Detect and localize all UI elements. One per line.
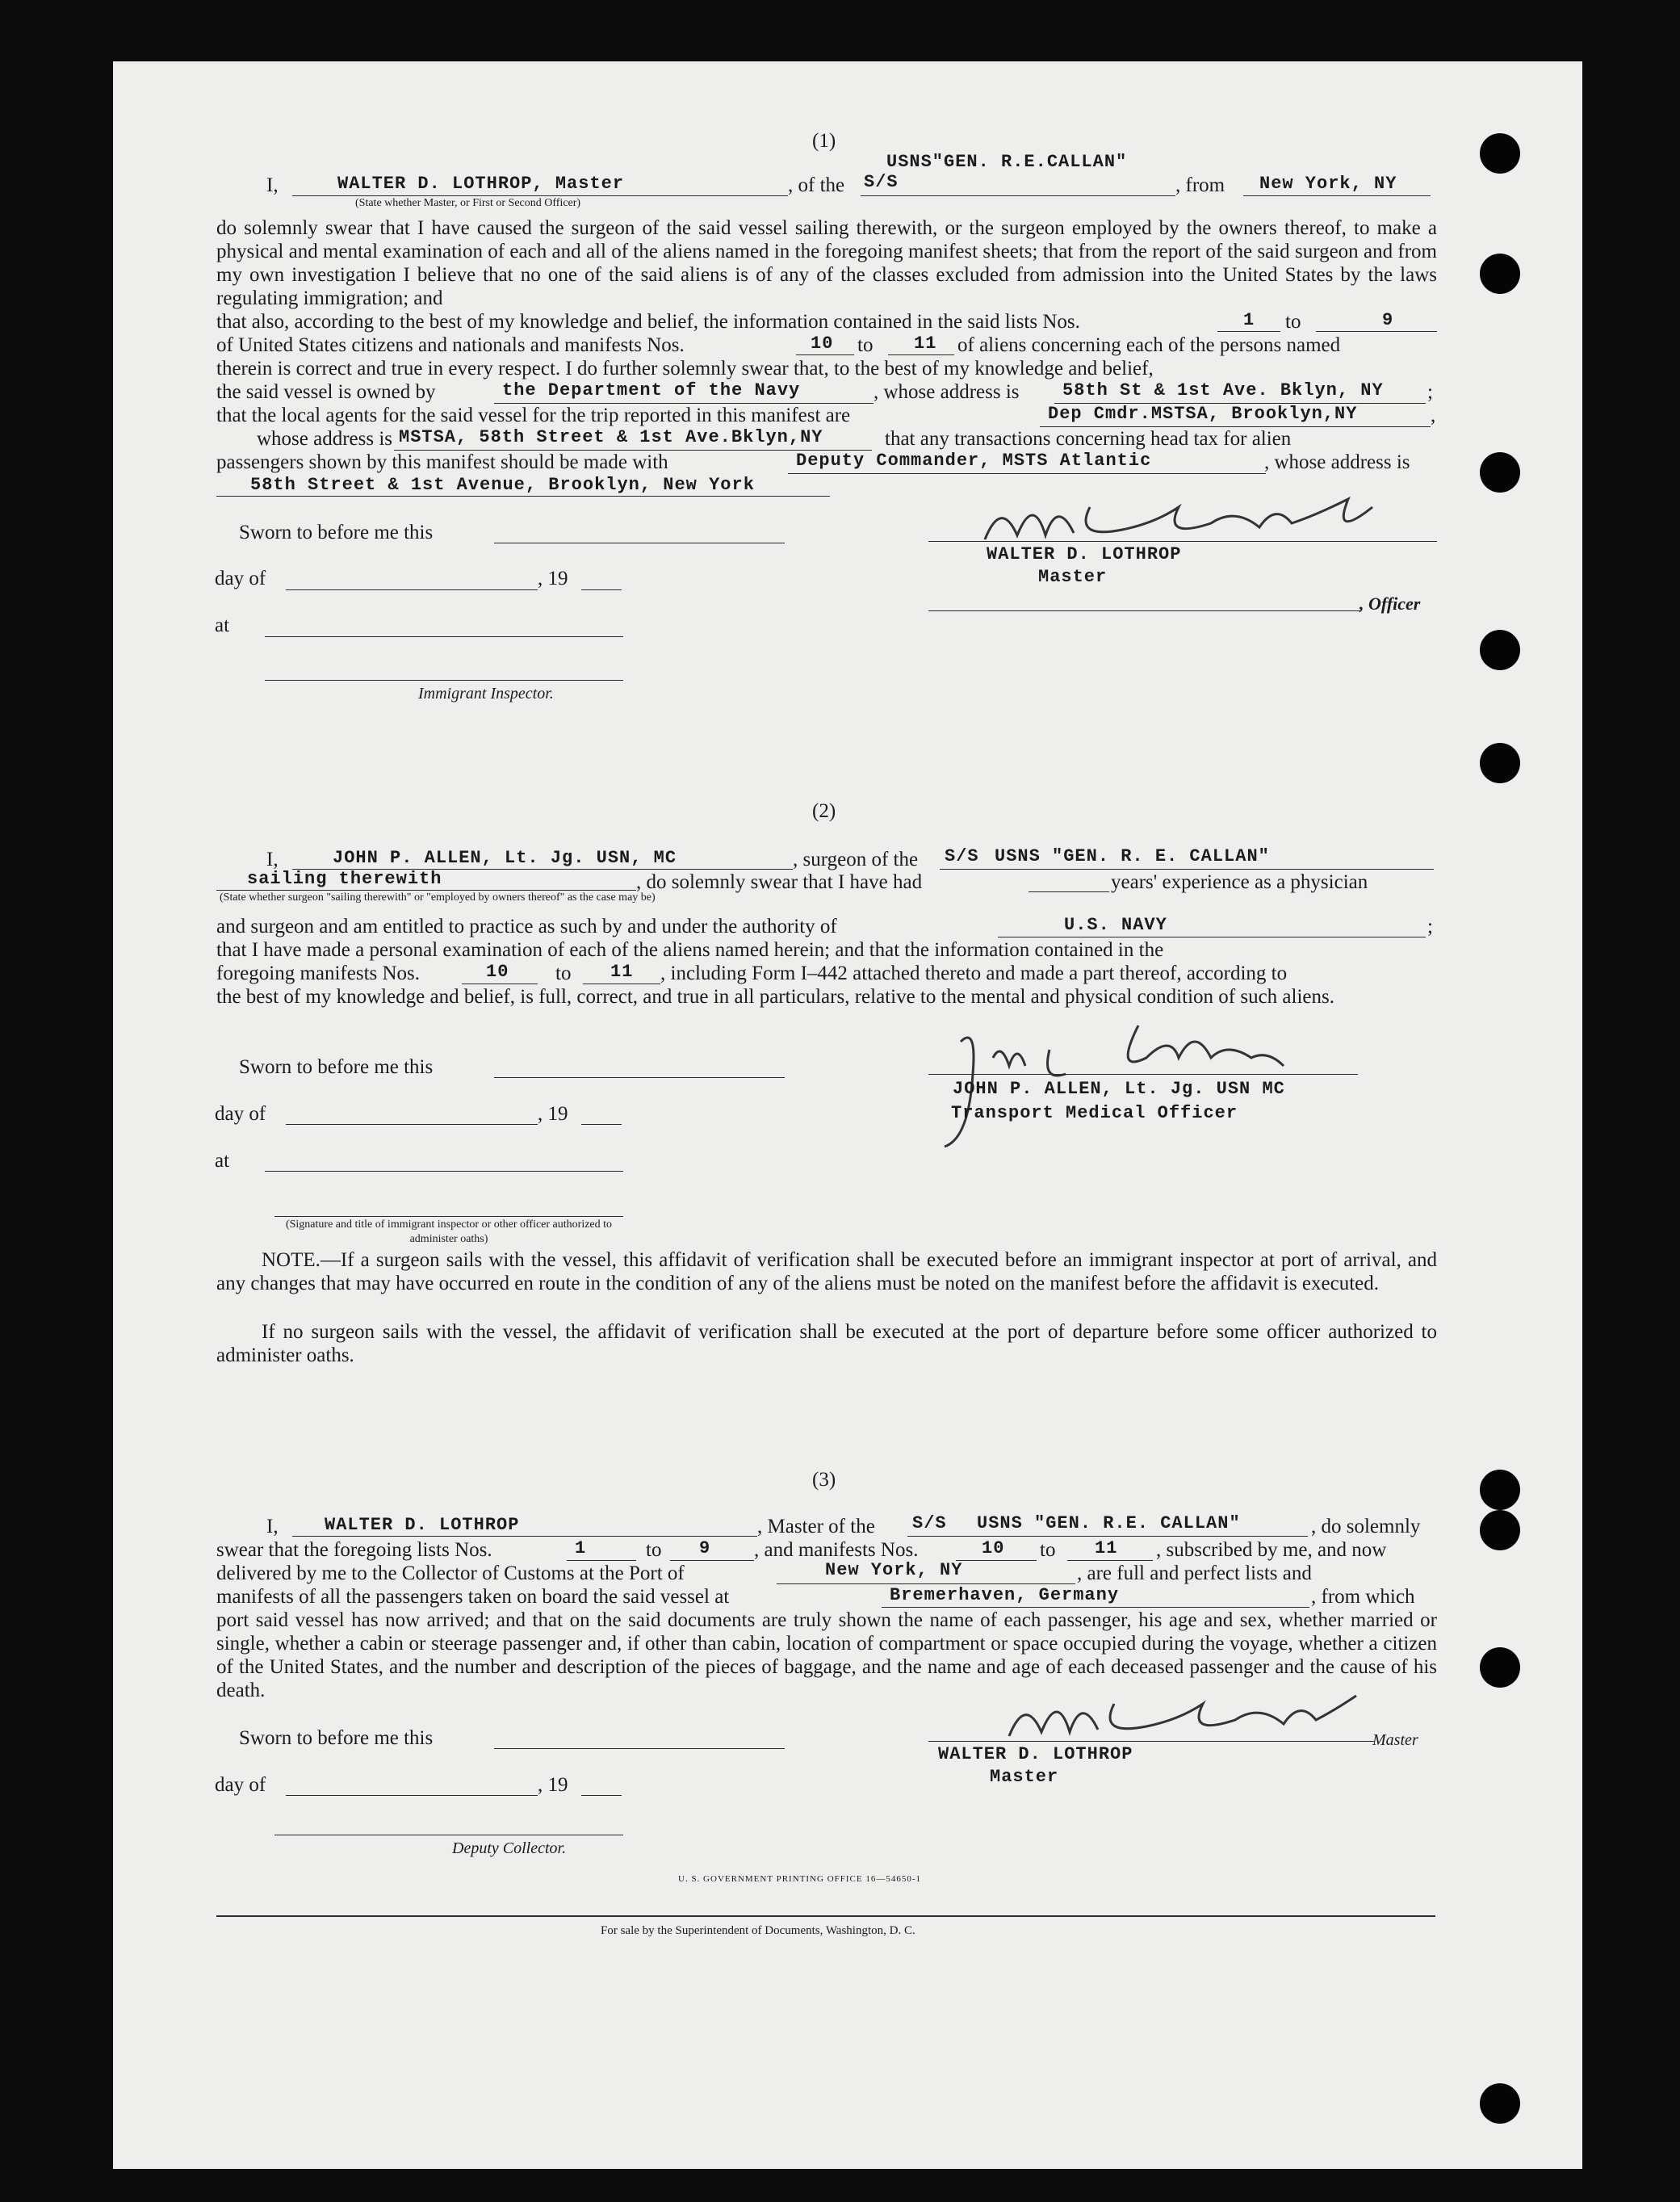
foregoing-text: , including Form I–442 attached thereto and made a part thereof, according to [660, 963, 1288, 984]
officer-label: , Officer [1360, 593, 1421, 614]
master-name-line-3 [292, 1536, 757, 1537]
lists-from: 1 [1243, 310, 1255, 330]
sworn-line-2 [494, 1077, 785, 1078]
lists-from-line [1217, 331, 1280, 332]
section-2-number: (2) [812, 800, 836, 822]
at-line [265, 636, 623, 637]
manifests-to-3: 11 [1095, 1538, 1118, 1558]
signature-line-2 [928, 1074, 1358, 1075]
aliens-text: of aliens concerning each of the persons named [957, 334, 1341, 356]
day-of-label-2: day of [215, 1103, 266, 1125]
section-1-intro: do solemnly swear that I have caused the surgeon of the said vessel sailing therewith, or the surgeon employed by the owners thereof, to make a physical and mental examination of each and all of the aliens named in the foregoing manifest sheets; that from the report of the said surgeon and from my own investigation I believe that no one of the said aliens is of any of the classes excluded from admission into the United States by the laws regulating immigration; and [216, 217, 1437, 309]
collector-label: delivered by me to the Collector of Customs at the Port of [216, 1562, 685, 1584]
master-sig-name-3: WALTER D. LOTHROP [938, 1744, 1133, 1764]
inspector-line [265, 680, 623, 681]
binder-hole [1480, 1470, 1520, 1510]
authority-end: ; [1427, 916, 1433, 937]
examination-text: that I have made a personal examination of each of the aliens named herein; and that the information contained in the [216, 939, 1164, 961]
manifests-from-line [796, 354, 854, 355]
from-port-line [1243, 195, 1431, 196]
ss-mark: S/S [864, 172, 899, 192]
surgeon-name-field: JOHN P. ALLEN, Lt. Jg. USN, MC [333, 848, 677, 868]
master-name-field-3: WALTER D. LOTHROP [325, 1515, 520, 1535]
year-label-2: , 19 [538, 1103, 568, 1125]
section-1-number: (1) [812, 130, 836, 152]
master-name-field: WALTER D. LOTHROP, Master [337, 174, 625, 194]
surgeon-man-to: 11 [610, 962, 634, 982]
port-field: New York, NY [825, 1560, 963, 1580]
correctness-text: the best of my knowledge and belief, is full, correct, and true in all particulars, relative to the mental and physical condition of such aliens. [216, 986, 1334, 1008]
sworn-label: Sworn to before me this [239, 522, 434, 543]
lists-to-3: 9 [699, 1538, 711, 1558]
sailing-field: sailing therewith [247, 869, 442, 889]
year-line [581, 589, 622, 590]
surgeon-of-label: , surgeon of the [793, 849, 919, 870]
manifests-to-word: to [857, 334, 874, 356]
years-text: years' experience as a physician [1111, 871, 1368, 893]
master-label: Master [1372, 1731, 1418, 1749]
from-port-field: New York, NY [1259, 174, 1397, 194]
master-sig-title: Master [1038, 567, 1108, 587]
gpo-line: U. S. GOVERNMENT PRINTING OFFICE 16—54650-1 [678, 1874, 922, 1884]
binder-hole [1480, 452, 1520, 493]
day-of-label: day of [215, 568, 266, 589]
lists-text: that also, according to the best of my knowledge and belief, the information contained in the said lists Nos. [216, 311, 1080, 333]
manifests-to-line-3 [1067, 1560, 1153, 1561]
board-port-line [882, 1607, 1309, 1608]
manifests-to: 11 [914, 333, 937, 354]
manifests-from: 10 [811, 333, 834, 354]
year-line-3 [581, 1795, 622, 1796]
section-3-body: port said vessel has now arrived; and that on the said documents are truly shown the name of each passenger, his age and sex, whether married or single, whether a cabin or steerage passenger and, if other than cabin, location of compartment or space occupied during the voyage, whether a citizen of the United States, and the number and description of the pieces of baggage, and the name and age of each deceased passenger and the cause of his death. [216, 1609, 1437, 1701]
officer-sig-line [274, 1216, 623, 1217]
sworn-label-3: Sworn to before me this [239, 1727, 434, 1749]
surgeon-sig-title: Transport Medical Officer [951, 1103, 1238, 1123]
year-line-2 [581, 1124, 622, 1125]
declarant-i-2: I, [266, 849, 279, 870]
ss-mark-3: S/S [912, 1513, 947, 1533]
officer-line [928, 610, 1361, 611]
inspector-caption: Immigrant Inspector. [418, 685, 554, 703]
collector-caption: Deputy Collector. [452, 1839, 567, 1857]
year-label-3: , 19 [538, 1774, 568, 1796]
from-label: , from [1175, 174, 1225, 196]
board-port-field: Bremerhaven, Germany [890, 1585, 1120, 1605]
vessel-line [861, 195, 1175, 196]
binder-hole [1480, 1510, 1520, 1550]
binder-hole [1480, 630, 1520, 670]
binder-hole [1480, 1647, 1520, 1688]
manifests-from-line-3 [956, 1560, 1037, 1561]
manifests-label-3: , and manifests Nos. [754, 1539, 919, 1561]
footer-rule [216, 1915, 1435, 1917]
headtax-field: Deputy Commander, MSTS Atlantic [796, 451, 1152, 471]
day-of-line [286, 589, 538, 590]
passengers-label: passengers shown by this manifest should be made with [216, 451, 668, 473]
note-paragraph-2: If no surgeon sails with the vessel, the affidavit of verification shall be executed at the port of departure before some officer authorized to administer oaths. [216, 1321, 1437, 1366]
authority-field: U.S. NAVY [1064, 915, 1167, 935]
footer-text: For sale by the Superintendent of Documents, Washington, D. C. [601, 1924, 915, 1937]
day-of-line-3 [286, 1795, 538, 1796]
lists-label-3: swear that the foregoing lists Nos. [216, 1539, 492, 1561]
surgeon-vessel-line [940, 869, 1434, 870]
sworn-line-3 [494, 1748, 785, 1749]
headtax-address-field: 58th Street & 1st Avenue, Brooklyn, New York [250, 475, 755, 495]
nationals-text: of United States citizens and nationals and manifests Nos. [216, 334, 685, 356]
owner-address-field: 58th St & 1st Ave. Bklyn, NY [1062, 380, 1384, 401]
headtax-line [788, 473, 1266, 474]
master-sig-name: WALTER D. LOTHROP [987, 544, 1182, 564]
swear-text: , do solemnly swear that I have had [636, 871, 923, 893]
manifests-from-3: 10 [982, 1538, 1005, 1558]
manifests-to-line [888, 354, 954, 355]
vessel-name: USNS"GEN. R.E.CALLAN" [886, 152, 1128, 172]
note-paragraph: NOTE.—If a surgeon sails with the vessel, this affidavit of verification shall be executed before an immigrant inspector at port of arrival, and any changes that may have occurred en route in the condition of any of the aliens must be noted on the manifest before the affidavit is executed. [216, 1249, 1437, 1294]
subscribed-text: , subscribed by me, and now [1156, 1539, 1387, 1561]
manifests-to-word-3: to [1040, 1539, 1056, 1561]
master-sig-title-3: Master [990, 1767, 1059, 1787]
years-line [1029, 891, 1109, 892]
officer-sig-caption: (Signature and title of immigrant inspector or other officer authorized to administer oaths) [285, 1218, 613, 1245]
at-line-2 [265, 1171, 623, 1172]
foregoing-label: foregoing manifests Nos. [216, 963, 421, 984]
lists-from-line-3 [567, 1560, 636, 1561]
master-signature-3 [993, 1688, 1372, 1744]
master-signature [969, 491, 1389, 547]
from-which-text: , from which [1311, 1586, 1415, 1608]
ss-mark-2: S/S [945, 846, 979, 866]
signature-line-1 [928, 541, 1437, 542]
owner-field: the Department of the Navy [502, 380, 801, 401]
owned-label: the said vessel is owned by [216, 381, 436, 403]
lists-to-line-3 [670, 1560, 754, 1561]
owner-end: ; [1427, 381, 1433, 403]
solemnly-label: , do solemnly [1311, 1516, 1421, 1537]
surgeon-vessel-field: USNS "GEN. R. E. CALLAN" [995, 846, 1270, 866]
day-of-line-2 [286, 1124, 538, 1125]
surgeon-to-word: to [555, 963, 572, 984]
surgeon-sig-name: JOHN P. ALLEN, Lt. Jg. USN MC [953, 1079, 1285, 1099]
binder-hole [1480, 743, 1520, 783]
agents-end: , [1431, 405, 1436, 426]
lists-from-3: 1 [575, 1538, 587, 1558]
headtax-text: that any transactions concerning head tax for alien [885, 428, 1292, 450]
headtax-address-label: , whose address is [1264, 451, 1410, 473]
day-of-label-3: day of [215, 1774, 266, 1796]
binder-hole [1480, 254, 1520, 294]
master-vessel-field: USNS "GEN. R.E. CALLAN" [977, 1513, 1241, 1533]
authority-label: and surgeon and am entitled to practice as such by and under the authority of [216, 916, 837, 937]
master-of-label: , Master of the [757, 1516, 875, 1537]
lists-to-word: to [1285, 311, 1301, 333]
at-label-2: at [215, 1150, 230, 1172]
at-label: at [215, 614, 230, 636]
surgeon-man-from: 10 [486, 962, 509, 982]
perfect-lists-text: , are full and perfect lists and [1077, 1562, 1312, 1584]
binder-hole [1480, 2083, 1520, 2124]
agents-address-label: whose address is [257, 428, 393, 450]
further-text: therein is correct and true in every respect. I do further solemnly swear that, to the best of my knowledge and belief, [216, 358, 1154, 380]
declarant-i-3: I, [266, 1516, 279, 1537]
year-label: , 19 [538, 568, 568, 589]
agents-label: that the local agents for the said vessel for the trip reported in this manifest are [216, 405, 851, 426]
master-caption: (State whether Master, or First or Second Officer) [355, 197, 581, 209]
agents-field: Dep Cmdr.MSTSA, Brooklyn,NY [1048, 404, 1358, 424]
agents-address-field: MSTSA, 58th Street & 1st Ave.Bklyn,NY [399, 427, 823, 447]
sailing-caption: (State whether surgeon "sailing therewith" or "employed by owners thereof" as the case may be) [220, 891, 656, 904]
declarant-i: I, [266, 174, 279, 196]
lists-to: 9 [1382, 310, 1394, 330]
signature-line-3 [928, 1741, 1374, 1742]
binder-hole [1480, 133, 1520, 174]
lists-to-line [1316, 331, 1437, 332]
section-3-number: (3) [812, 1469, 836, 1491]
of-the-label: , of the [788, 174, 845, 196]
headtax-address-line [216, 496, 830, 497]
sworn-label-2: Sworn to before me this [239, 1056, 434, 1078]
owner-address-label: , whose address is [874, 381, 1020, 403]
board-label: manifests of all the passengers taken on board the said vessel at [216, 1586, 730, 1608]
lists-to-word-3: to [646, 1539, 662, 1561]
